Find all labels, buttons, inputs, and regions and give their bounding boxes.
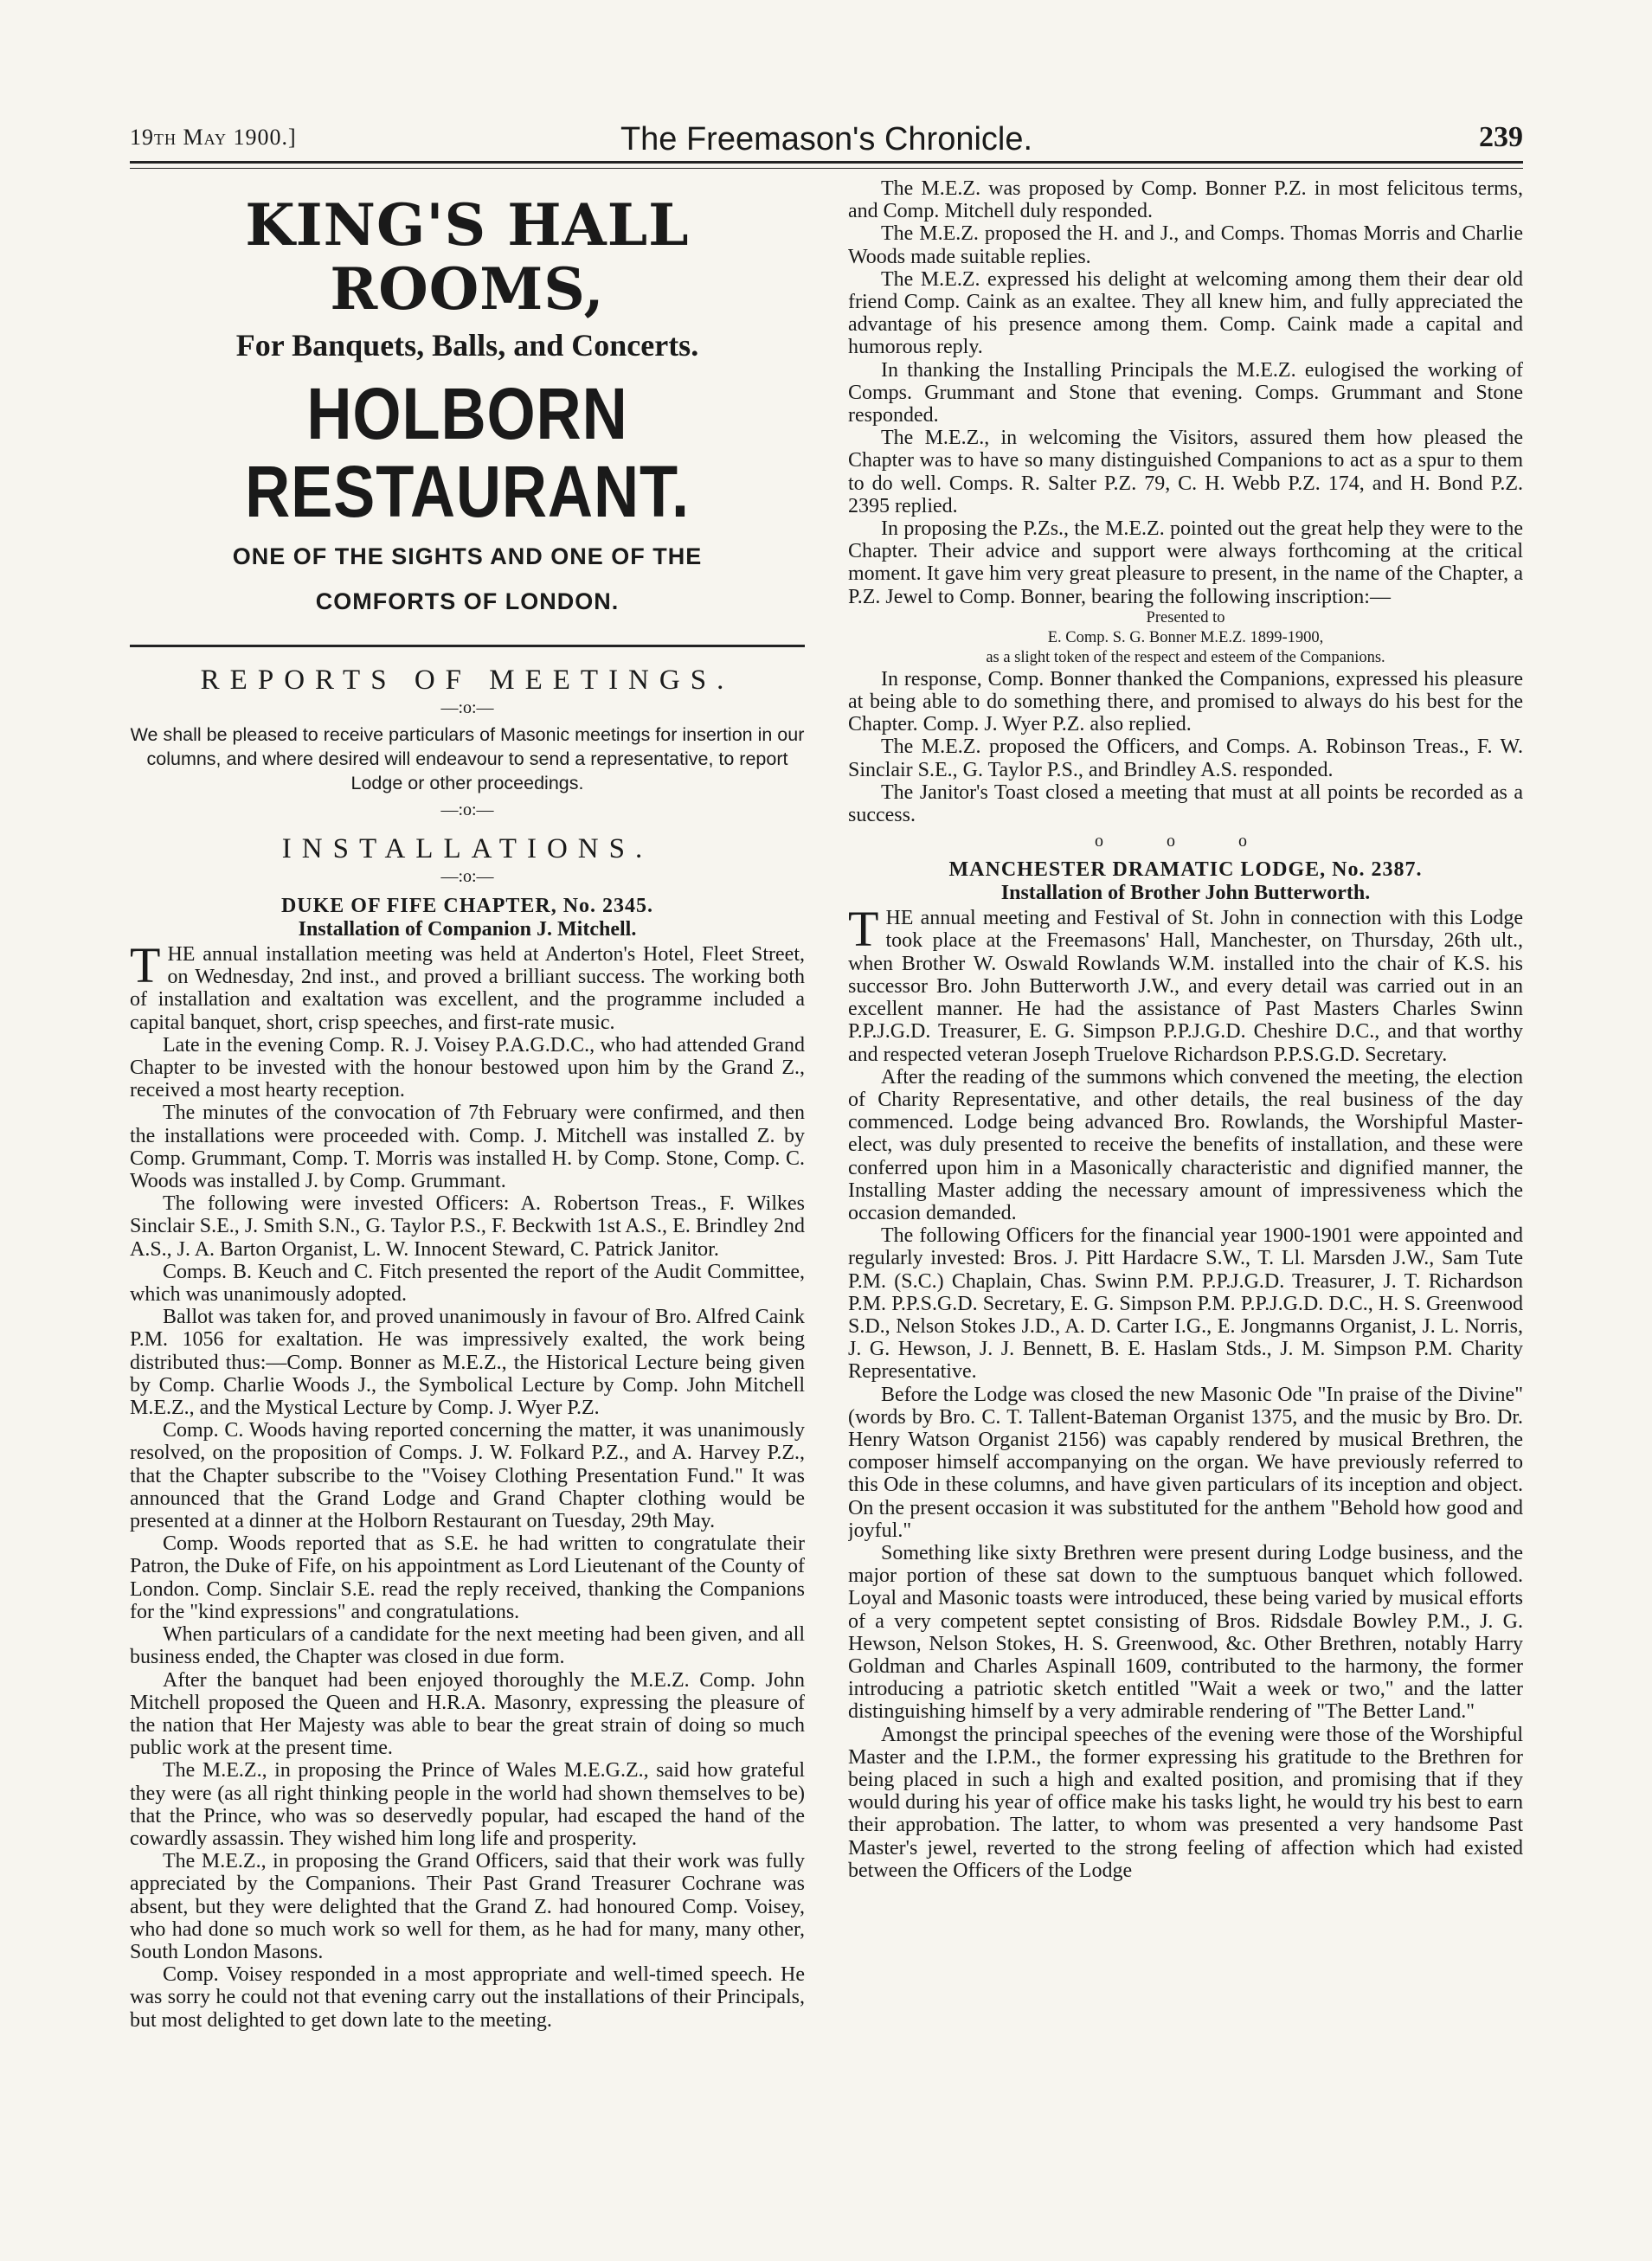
article-paragraph: Comp. Woods reported that as S.E. he had written to congratulate their Patron, the Duke of Fife, on his appointment as Lord Lieutenant of the County of London. Comp. Sinclair S.E. read the reply received, thanking the Companions for the "kind expressions" and congratulations. [130,1532,805,1623]
article-paragraph: The M.E.Z. proposed the Officers, and Comps. A. Robinson Treas., F. W. Sinclair S.E., G. Taylor P.S., and Brindley A.S. responded. [848,735,1523,781]
page-number: 239 [1479,121,1523,153]
article-subheading: Installation of Companion J. Mitchell. [298,918,637,941]
right-column [848,177,1523,2237]
section-title-installations: INSTALLATIONS. [281,833,653,864]
article-paragraph: After the reading of the summons which convened the meeting, the election of Charity Representative, and other details, the real business of the day commenced. Lodge being advanced Bro. Rowlands, the Worshipful Master-elect, was duly presented to receive the benefits of installation, and these were conferred upon him in a Masonically characteristic and dignified manner, the Installing Master adding the necessary amount of impressiveness which the occasion demanded. [848,1065,1523,1224]
advertisement [130,193,805,620]
article-paragraph: Before the Lodge was closed the new Masonic Ode "In praise of the Divine" (words by Bro. C. T. Tallent-Bateman Organist 1375, and the music by Bro. Dr. Henry Watson Organist 2156) was capably rendered by musical Brethren, the composer himself accompanying on the organ. We have previously referred to this Ode in these columns, and have given particulars of its inception and object. On the present occasion it was substituted for the anthem "Behold how good and joyful." [848,1383,1523,1542]
jewel-inscription [848,608,1523,668]
reports-notice: We shall be pleased to receive particulars of Masonic meetings for insertion in our columns, and where desired will endeavour to send a representative, to report Lodge or other proceedings. [130,724,805,793]
inscription-line: E. Comp. S. G. Bonner M.E.Z. 1899-1900, [1047,628,1324,646]
article-paragraph: The M.E.Z. was proposed by Comp. Bonner P.Z. in most felicitous terms, and Comp. Mitchell duly responded. [848,177,1523,223]
article-paragraph: Comp. C. Woods having reported concerning the matter, it was unanimously resolved, on the proposition of Comps. J. W. Folkard P.Z., and A. Harvey P.Z., that the Chapter subscribe to the "Voisey Clothing Presentation Fund." It was announced that the Grand Lodge and Grand Chapter clothing would be presented at a dinner at the Holborn Restaurant on Tuesday, 29th May. [130,1419,805,1533]
advert-rule [130,645,805,647]
article-divider: o o o [1095,832,1276,851]
article-paragraph: The M.E.Z. proposed the H. and J., and Comps. Thomas Morris and Charlie Woods made suitable replies. [848,222,1523,268]
separator: —:o:— [440,800,494,819]
article-paragraph: The M.E.Z., in proposing the Grand Officers, said that their work was fully appreciated by the Companions. Their Past Grand Treasurer Cochrane was absent, but they were delighted that the Grand Z. had honoured Comp. Voisey, who had done so much work so well for them, as he had for many, many other, South London Masons. [130,1850,805,1963]
article-paragraph: THE annual meeting and Festival of St. John in connection with this Lodge took place at the Freemasons' Hall, Manchester, on Thursday, 26th ult., when Brother W. Oswald Rowlands W.M. installed into the chair of K.S. his successor Bro. John Butterworth J.W., and every detail was carried out in an excellent manner. He had the assistance of Past Masters Charles Swinn P.P.J.G.D. Treasurer, E. G. Simpson P.P.J.G.D. Cheshire D.C., and that worthy and respected veteran Joseph Truelove Richardson P.P.S.G.D. Secretary. [848,901,1523,1066]
article-paragraph: Late in the evening Comp. R. J. Voisey P.A.G.D.C., who had attended Grand Chapter to be invested with the honour bestowed upon him by the Grand Z., received a most hearty reception. [130,1033,805,1102]
article-paragraph: The following Officers for the financial year 1900-1901 were appointed and regularly invested: Bros. J. Pitt Hardacre S.W., T. Ll. Marsden J.W., Sam Tute P.M. (S.C.) Chaplain, Chas. Swinn P.M. P.P.J.G.D. Treasurer, J. T. Richardson P.M. P.P.S.G.D. Secretary, E. G. Simpson P.M. P.P.J.G.D. D.C., H. S. Greenwood S.D., Nelson Stokes J.D., A. D. Carter I.G., E. Jongmanns Organist, J. L. Norris, J. G. Hewson, J. J. Bennett, B. E. Haslam Stds., J. M. Simpson P.M. Charity Representative. [848,1224,1523,1384]
header-rule [130,161,1523,169]
article-paragraph: Something like sixty Brethren were present during Lodge business, and the major portion of these sat down to the sumptuous banquet which followed. Loyal and Masonic toasts were introduced, these being varied by musical efforts of a very competent septet consisting of Bros. Ridsdale Bowley P.M., J. G. Hewson, Nelson Stokes, H. S. Greenwood, &c. Other Brethren, notably Harry Goldman and Charles Aspinall 1609, contributed to the harmony, the former introducing a patriotic sketch entitled "Wait a week or two," and the latter distinguishing himself by a very admirable rendering of "The Better Land." [848,1541,1523,1724]
inscription-line: as a slight token of the respect and esteem of the Companions. [986,648,1385,666]
advert-kings-hall: KING'S HALL ROOMS, [245,191,690,323]
article-paragraph: The following were invested Officers: A. Robertson Treas., F. Wilkes Sinclair S.E., J. Smith S.N., G. Taylor P.S., F. Beckwith 1st A.S., E. Brindley 2nd A.S., J. A. Barton Organist, L. W. Innocent Steward, C. Patrick Janitor. [130,1192,805,1261]
article-paragraph: In response, Comp. Bonner thanked the Companions, expressed his pleasure at being able to do something there, and promised to always do his best for the Chapter. Comp. J. Wyer P.Z. also replied. [848,667,1523,736]
advert-banquets: For Banquets, Balls, and Concerts. [235,328,699,363]
article-paragraph: Comp. Voisey responded in a most appropriate and well-timed speech. He was sorry he could not that evening carry out the installations of their Principals, but most delighted to get down late to the meeting. [130,1963,805,2032]
advert-comforts-line: COMFORTS OF LONDON. [315,588,620,614]
drop-cap: T [848,901,879,958]
advert-holborn: HOLBORN RESTAURANT. [245,373,690,532]
separator: —:o:— [440,867,494,886]
article-paragraph: The minutes of the convocation of 7th February were confirmed, and then the installations were proceeded with. Comp. J. Mitchell was installed Z. by Comp. Grummant, Comp. T. Morris was installed H. by Comp. Stone, Comp. C. Woods was installed J. by Comp. Grummant. [130,1102,805,1193]
article-paragraph: In thanking the Installing Principals the M.E.Z. eulogised the working of Comps. Grummant and Stone that evening. Comps. Grummant and Stone responded. [848,358,1523,427]
left-column [130,177,805,2237]
inscription-line: Presented to [1146,608,1225,626]
publication-title: The Freemason's Chronicle. [620,121,1033,157]
article-paragraph: Amongst the principal speeches of the evening were those of the Worshipful Master and the I.P.M., the former expressing his gratitude to the Brethren for being placed in such a high and exalted position, and promising that if they would during his year of office make his tasks light, he would try his best to earn their approbation. The latter, to whom was presented a very handsome Past Master's jewel, reverted to the strong feeling of affection which had existed between the Officers of the Lodge [848,1723,1523,1882]
drop-cap: T [130,937,161,993]
article-paragraph: THE annual installation meeting was held at Anderton's Hotel, Fleet Street, on Wednesday, 2nd inst., and proved a brilliant success. The working both of installation and exaltation was excellent, and the programme included a capital banquet, short, crisp speeches, and first-rate music. [130,937,805,1034]
section-title-reports: REPORTS OF MEETINGS. [200,665,735,696]
page-header [130,121,1523,159]
issue-date: 19th May 1900.] [130,125,297,150]
article-paragraph: The M.E.Z., in welcoming the Visitors, assured them how pleased the Chapter was to have so many distinguished Companions to act as a spur to them to do well. Comps. R. Salter P.Z. 79, C. H. Webb P.Z. 174, and H. Bond P.Z. 2395 replied. [848,427,1523,517]
article-paragraph: Comps. B. Keuch and C. Fitch presented the report of the Audit Committee, which was unanimously adopted. [130,1260,805,1307]
article-paragraph: Ballot was taken for, and proved unanimously in favour of Bro. Alfred Caink P.M. 1056 for exaltation. He was impressively exalted, the work being distributed thus:—Comp. Bonner as M.E.Z., the Historical Lecture being given by Comp. Charlie Woods J., the Symbolical Lecture by Comp. John Mitchell M.E.Z., and the Mystical Lecture by Comp. J. Wyer P.Z. [130,1306,805,1420]
separator: —:o:— [440,698,494,717]
article-heading: MANCHESTER DRAMATIC LODGE, No. 2387. [948,858,1423,882]
article-paragraph: In proposing the P.Zs., the M.E.Z. pointed out the great help they were to the Chapter. Their advice and support were always forthcoming at the critical moment. It gave him very great pleasure to present, in the name of the Chapter, a P.Z. Jewel to Comp. Bonner, bearing the following inscription:— [848,517,1523,608]
article-heading: DUKE OF FIFE CHAPTER, No. 2345. [280,895,654,917]
article-paragraph: After the banquet had been enjoyed thoroughly the M.E.Z. Comp. John Mitchell proposed the Queen and H.R.A. Masonry, expressing the pleasure of the nation that Her Majesty was able to bear the great strain of doing so much public work at the present time. [130,1668,805,1760]
article-paragraph: When particulars of a candidate for the next meeting had been given, and all business ended, the Chapter was closed in due form. [130,1623,805,1669]
article-paragraph: The M.E.Z. expressed his delight at welcoming among them their dear old friend Comp. Caink as an exaltee. They all knew him, and fully appreciated the advantage of his presence among them. Comp. Caink made a capital and humorous reply. [848,267,1523,359]
article-paragraph: The M.E.Z., in proposing the Prince of Wales M.E.G.Z., said how grateful they were (as all right thinking people in the world had shown themselves to be) that the Prince, who was so deservedly popular, had escaped the hand of the cowardly assassin. They wished him long life and prosperity. [130,1759,805,1850]
advert-sights-line: ONE OF THE SIGHTS AND ONE OF THE [232,543,703,569]
article-subheading: Installation of Brother John Butterworth. [1000,882,1371,905]
article-paragraph: The Janitor's Toast closed a meeting that must at all points be recorded as a success. [848,780,1523,827]
